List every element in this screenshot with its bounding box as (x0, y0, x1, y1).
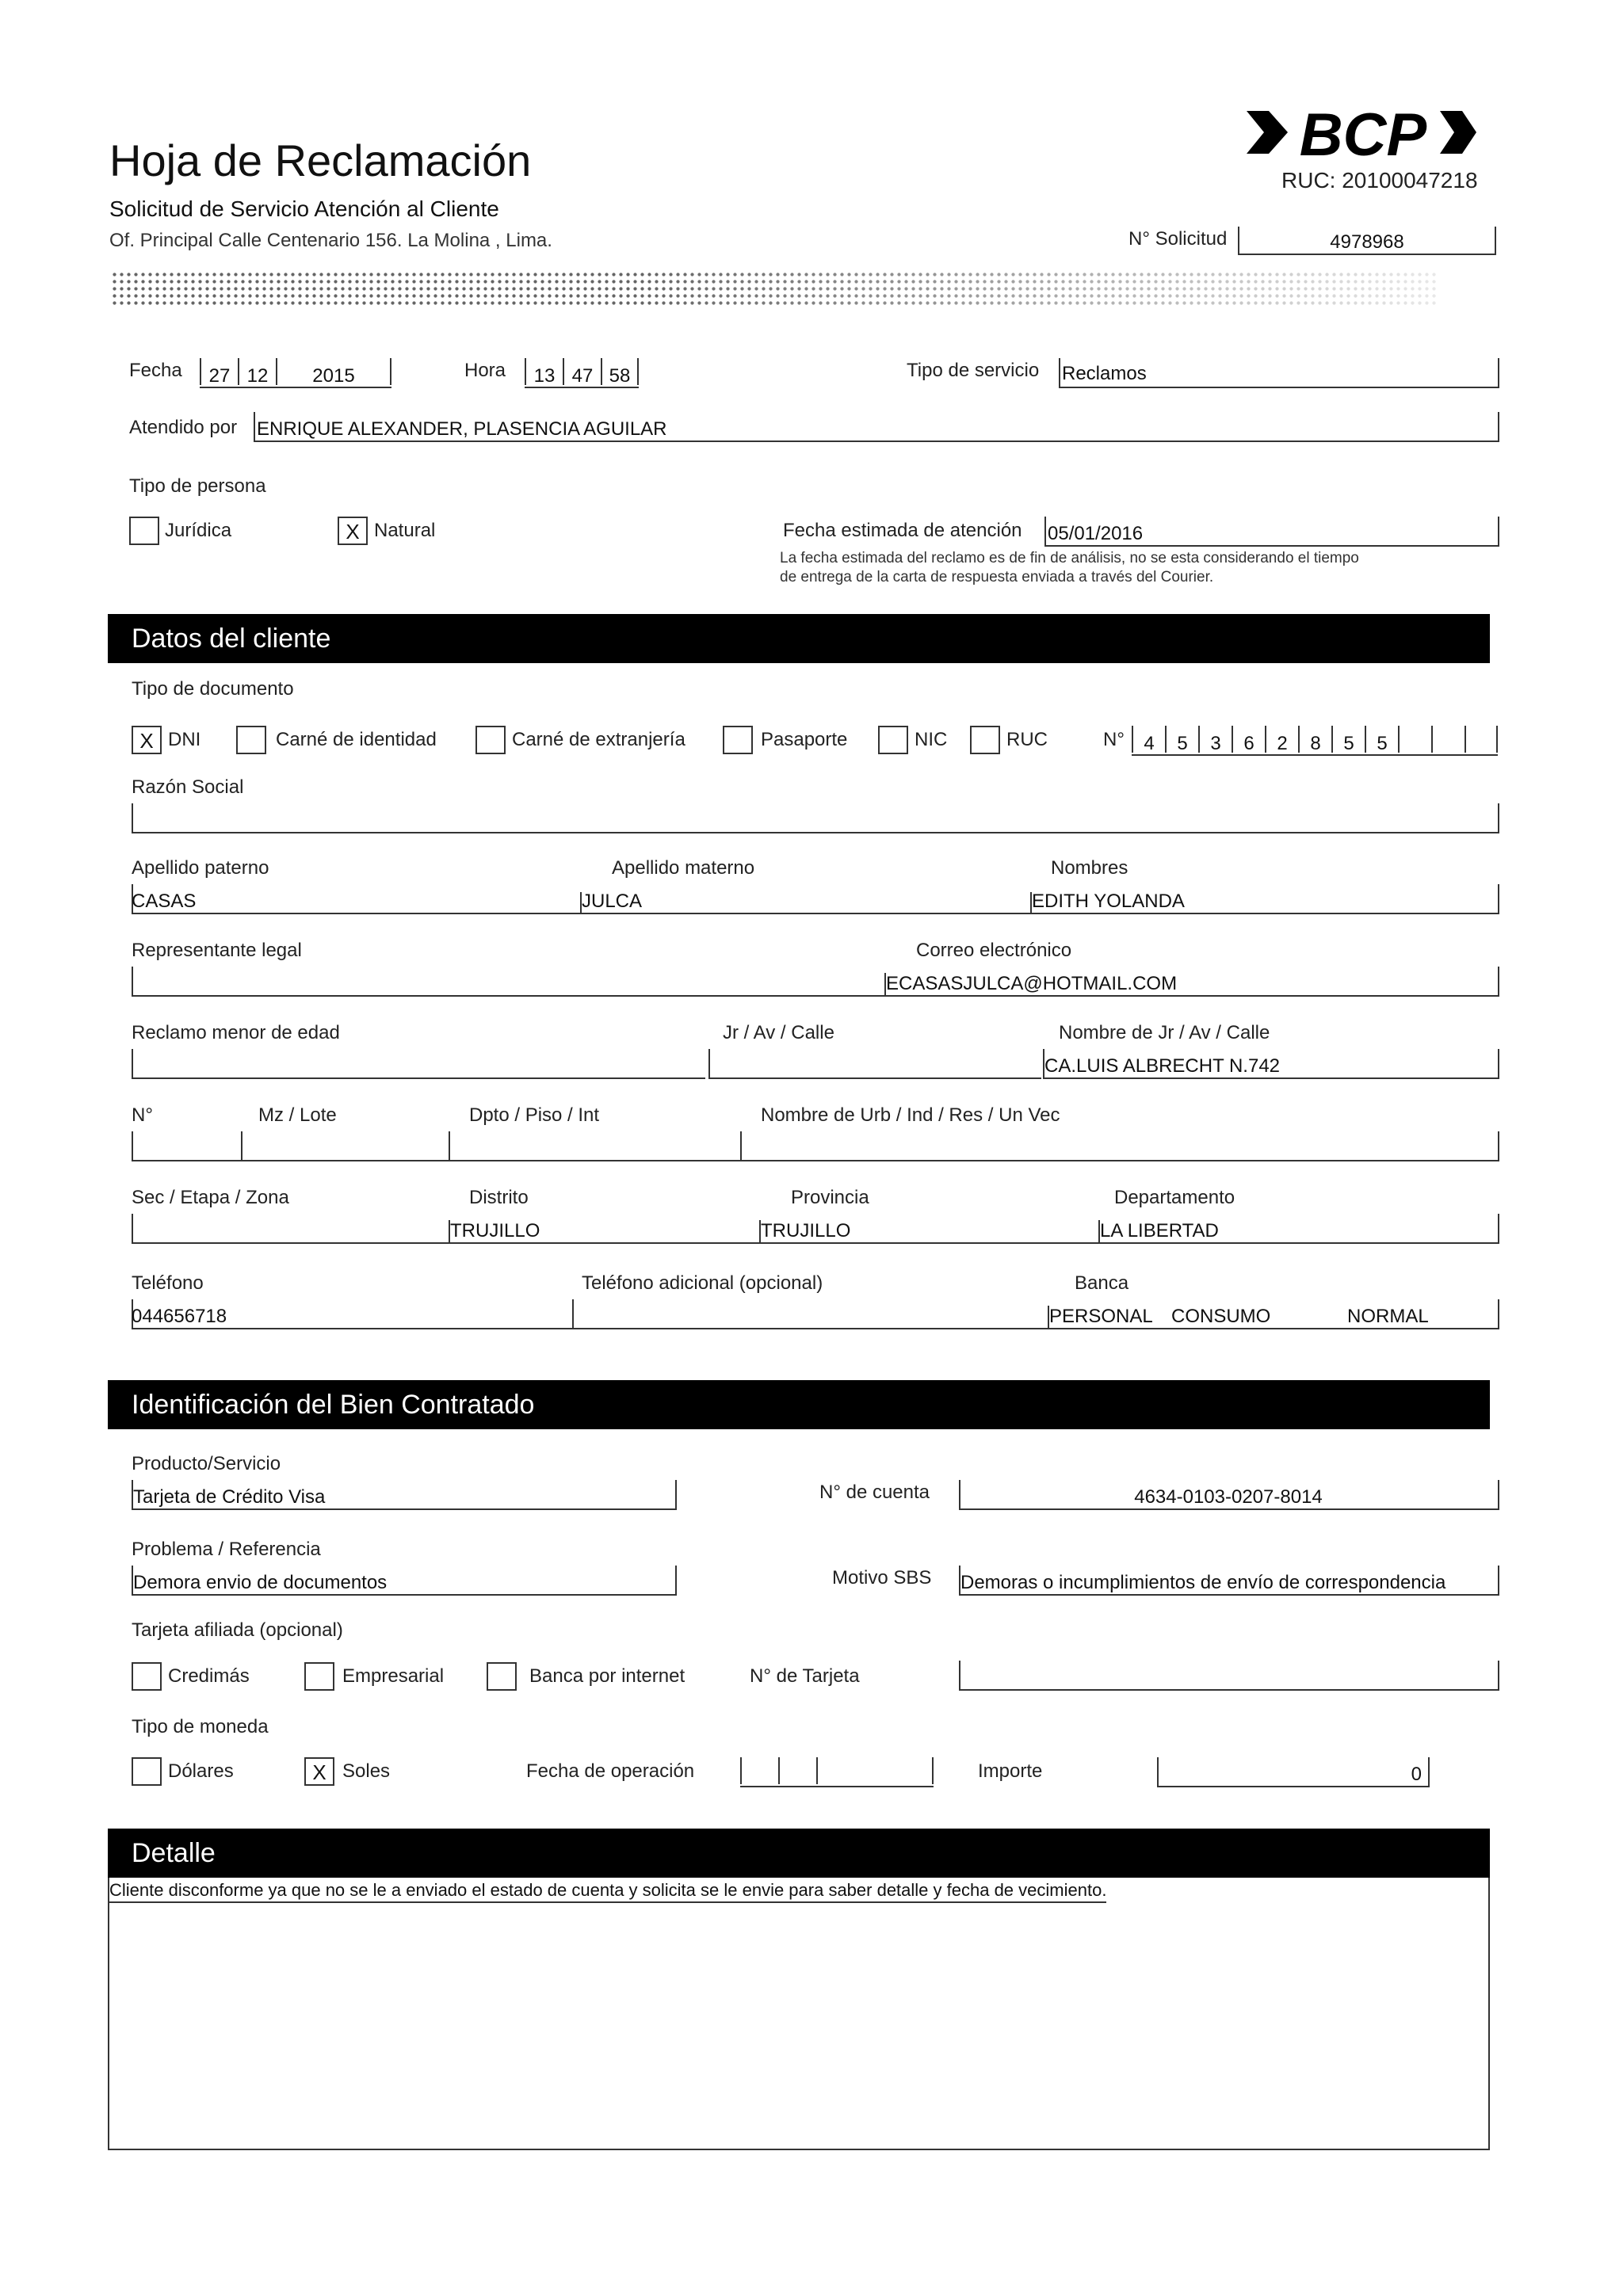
motivo-sbs-value: Demoras o incumplimientos de envío de correspondencia (960, 1572, 1446, 1593)
representante-correo-field (132, 967, 1499, 997)
solicitud-label: N° Solicitud (1128, 228, 1228, 250)
telefono-value: 044656718 (132, 1306, 227, 1327)
natural-checkbox[interactable]: X (338, 517, 368, 545)
hora-seconds: 58 (601, 358, 639, 385)
dolares-checkbox[interactable] (132, 1757, 162, 1786)
producto-label: Producto/Servicio (132, 1453, 281, 1474)
soles-checkbox[interactable]: X (304, 1757, 334, 1786)
tipo-servicio-label: Tipo de servicio (907, 360, 1040, 381)
n-tarjeta-label: N° de Tarjeta (750, 1665, 860, 1687)
fecha-field (200, 358, 391, 388)
producto-value: Tarjeta de Crédito Visa (133, 1486, 326, 1508)
razon-social-field[interactable] (132, 803, 1499, 833)
section-header-cliente: Datos del cliente (108, 614, 1490, 663)
fecha-operacion-day (740, 1757, 778, 1784)
field-divider (241, 1131, 242, 1160)
soles-label: Soles (342, 1760, 391, 1782)
jr-av-calle-label: Jr / Av / Calle (723, 1022, 834, 1043)
telefono-row-field (132, 1299, 1499, 1329)
tipo-documento-label: Tipo de documento (132, 678, 294, 700)
distrito-label: Distrito (469, 1187, 529, 1208)
banca-internet-label: Banca por internet (529, 1665, 685, 1687)
doc-digit (1398, 726, 1431, 753)
office-address: Of. Principal Calle Centenario 156. La Molina , Lima. (109, 230, 552, 251)
dni-checkbox[interactable]: X (132, 726, 162, 754)
distrito-value: TRUJILLO (450, 1220, 540, 1241)
importe-label: Importe (978, 1760, 1043, 1782)
documento-numero-label: N° (1103, 729, 1125, 750)
fecha-estimada-value: 05/01/2016 (1048, 523, 1144, 544)
juridica-label: Jurídica (165, 520, 232, 541)
sec-etapa-label: Sec / Etapa / Zona (132, 1187, 289, 1208)
jr-av-calle-field[interactable] (708, 1049, 1041, 1079)
nombres-row-field (132, 884, 1499, 914)
representante-label: Representante legal (132, 940, 302, 961)
correo-value: ECASASJULCA@HOTMAIL.COM (886, 973, 1178, 994)
n-tarjeta-field[interactable] (959, 1661, 1499, 1691)
doc-digit: 2 (1265, 726, 1298, 753)
doc-digit (1431, 726, 1465, 753)
nota-line-2: de entrega de la carta de respuesta enviada a través del Courier. (780, 569, 1214, 585)
correo-label: Correo electrónico (916, 940, 1072, 961)
pasaporte-checkbox[interactable] (723, 726, 753, 754)
banca-value-2: CONSUMO (1171, 1306, 1271, 1327)
tipo-moneda-label: Tipo de moneda (132, 1716, 269, 1737)
credimas-checkbox[interactable] (132, 1662, 162, 1691)
apellido-materno-value: JULCA (582, 891, 643, 912)
mz-lote-label: Mz / Lote (258, 1104, 337, 1126)
tipo-persona-label: Tipo de persona (129, 475, 266, 497)
credimas-label: Credimás (168, 1665, 250, 1687)
doc-digit: 5 (1365, 726, 1398, 753)
ruc-label: RUC (1006, 729, 1048, 750)
departamento-label: Departamento (1114, 1187, 1235, 1208)
fecha-operacion-label: Fecha de operación (526, 1760, 695, 1782)
pasaporte-label: Pasaporte (761, 729, 848, 750)
fecha-operacion-year (816, 1757, 934, 1784)
tipo-servicio-value: Reclamos (1062, 363, 1147, 384)
provincia-label: Provincia (791, 1187, 869, 1208)
hora-field (525, 358, 639, 388)
natural-label: Natural (374, 520, 436, 541)
page-subtitle: Solicitud de Servicio Atención al Cliente (109, 196, 499, 221)
telefono-adicional-label: Teléfono adicional (opcional) (582, 1272, 823, 1294)
decorative-dot-band (111, 271, 1436, 306)
detalle-box (108, 1878, 1490, 2150)
ruc-checkbox[interactable] (970, 726, 1000, 754)
banca-value-1: PERSONAL (1049, 1306, 1153, 1327)
menor-edad-field[interactable] (132, 1049, 705, 1079)
menor-edad-label: Reclamo menor de edad (132, 1022, 340, 1043)
fecha-label: Fecha (129, 360, 182, 381)
atendido-label: Atendido por (129, 417, 238, 438)
banca-value-3: NORMAL (1347, 1306, 1429, 1327)
nombre-jr-label: Nombre de Jr / Av / Calle (1059, 1022, 1270, 1043)
banca-label: Banca (1075, 1272, 1129, 1294)
fecha-day: 27 (200, 358, 238, 385)
telefono-label: Teléfono (132, 1272, 204, 1294)
apellido-materno-label: Apellido materno (612, 857, 755, 879)
solicitud-value: 4978968 (1330, 231, 1404, 253)
nombres-label: Nombres (1051, 857, 1128, 879)
doc-digit: 6 (1232, 726, 1265, 753)
ruc-number: RUC: 20100047218 (1281, 168, 1478, 193)
hora-hours: 13 (525, 358, 563, 385)
apellido-paterno-value: CASAS (132, 891, 197, 912)
apellido-paterno-label: Apellido paterno (132, 857, 269, 879)
doc-digit: 8 (1298, 726, 1331, 753)
doc-digit (1465, 726, 1498, 753)
provincia-value: TRUJILLO (761, 1220, 851, 1241)
direccion-detalle-field (132, 1131, 1499, 1161)
carne-identidad-label: Carné de identidad (276, 729, 437, 750)
carne-identidad-checkbox[interactable] (236, 726, 266, 754)
problema-value: Demora envio de documentos (133, 1572, 388, 1593)
fecha-operacion-field[interactable] (740, 1757, 934, 1787)
svg-text:BCP: BCP (1299, 101, 1427, 168)
problema-label: Problema / Referencia (132, 1539, 321, 1560)
carne-extranjeria-label: Carné de extranjería (512, 729, 685, 750)
field-divider (740, 1131, 742, 1160)
doc-digit: 5 (1331, 726, 1365, 753)
field-divider (449, 1131, 450, 1160)
tarjeta-afiliada-label: Tarjeta afiliada (opcional) (132, 1619, 343, 1641)
doc-digit: 5 (1165, 726, 1198, 753)
numero-label: N° (132, 1104, 153, 1126)
dpto-label: Dpto / Piso / Int (469, 1104, 600, 1126)
razon-social-label: Razón Social (132, 776, 244, 798)
section-header-detalle: Detalle (108, 1829, 1490, 1878)
detalle-text: Cliente disconforme ya que no se le a enviado el estado de cuenta y solicita se le envie para saber detalle y fecha de vecimiento. (109, 1879, 1106, 1903)
doc-digit: 3 (1198, 726, 1232, 753)
cuenta-value: 4634-0103-0207-8014 (1134, 1486, 1323, 1508)
atendido-value: ENRIQUE ALEXANDER, PLASENCIA AGUILAR (257, 418, 667, 440)
documento-numero-field (1132, 726, 1498, 756)
dni-label: DNI (168, 729, 201, 750)
nic-label: NIC (915, 729, 948, 750)
importe-value: 0 (1411, 1764, 1422, 1785)
empresarial-label: Empresarial (342, 1665, 445, 1687)
cuenta-label: N° de cuenta (819, 1482, 930, 1503)
nota-line-1: La fecha estimada del reclamo es de fin de análisis, no se esta considerando el tiempo (780, 550, 1359, 566)
page-title: Hoja de Reclamación (109, 135, 532, 185)
departamento-value: LA LIBERTAD (1100, 1220, 1219, 1241)
nic-checkbox[interactable] (878, 726, 908, 754)
dolares-label: Dólares (168, 1760, 234, 1782)
solicitud-field (1238, 227, 1496, 255)
banca-internet-checkbox[interactable] (487, 1662, 517, 1691)
hora-label: Hora (464, 360, 506, 381)
nombres-value: EDITH YOLANDA (1032, 891, 1185, 912)
section-header-bien: Identificación del Bien Contratado (108, 1380, 1490, 1429)
doc-digit: 4 (1132, 726, 1165, 753)
hora-minutes: 47 (563, 358, 601, 385)
motivo-sbs-label: Motivo SBS (832, 1567, 932, 1589)
fecha-year: 2015 (276, 358, 391, 385)
bcp-logo (1240, 97, 1478, 168)
fecha-month: 12 (238, 358, 276, 385)
nombre-jr-value: CA.LUIS ALBRECHT N.742 (1044, 1055, 1281, 1077)
fecha-estimada-label: Fecha estimada de atención (783, 520, 1022, 541)
juridica-checkbox[interactable] (129, 517, 159, 545)
field-divider (572, 1299, 574, 1328)
fecha-operacion-month (778, 1757, 816, 1784)
carne-extranjeria-checkbox[interactable] (475, 726, 506, 754)
urb-label: Nombre de Urb / Ind / Res / Un Vec (761, 1104, 1060, 1126)
empresarial-checkbox[interactable] (304, 1662, 334, 1691)
